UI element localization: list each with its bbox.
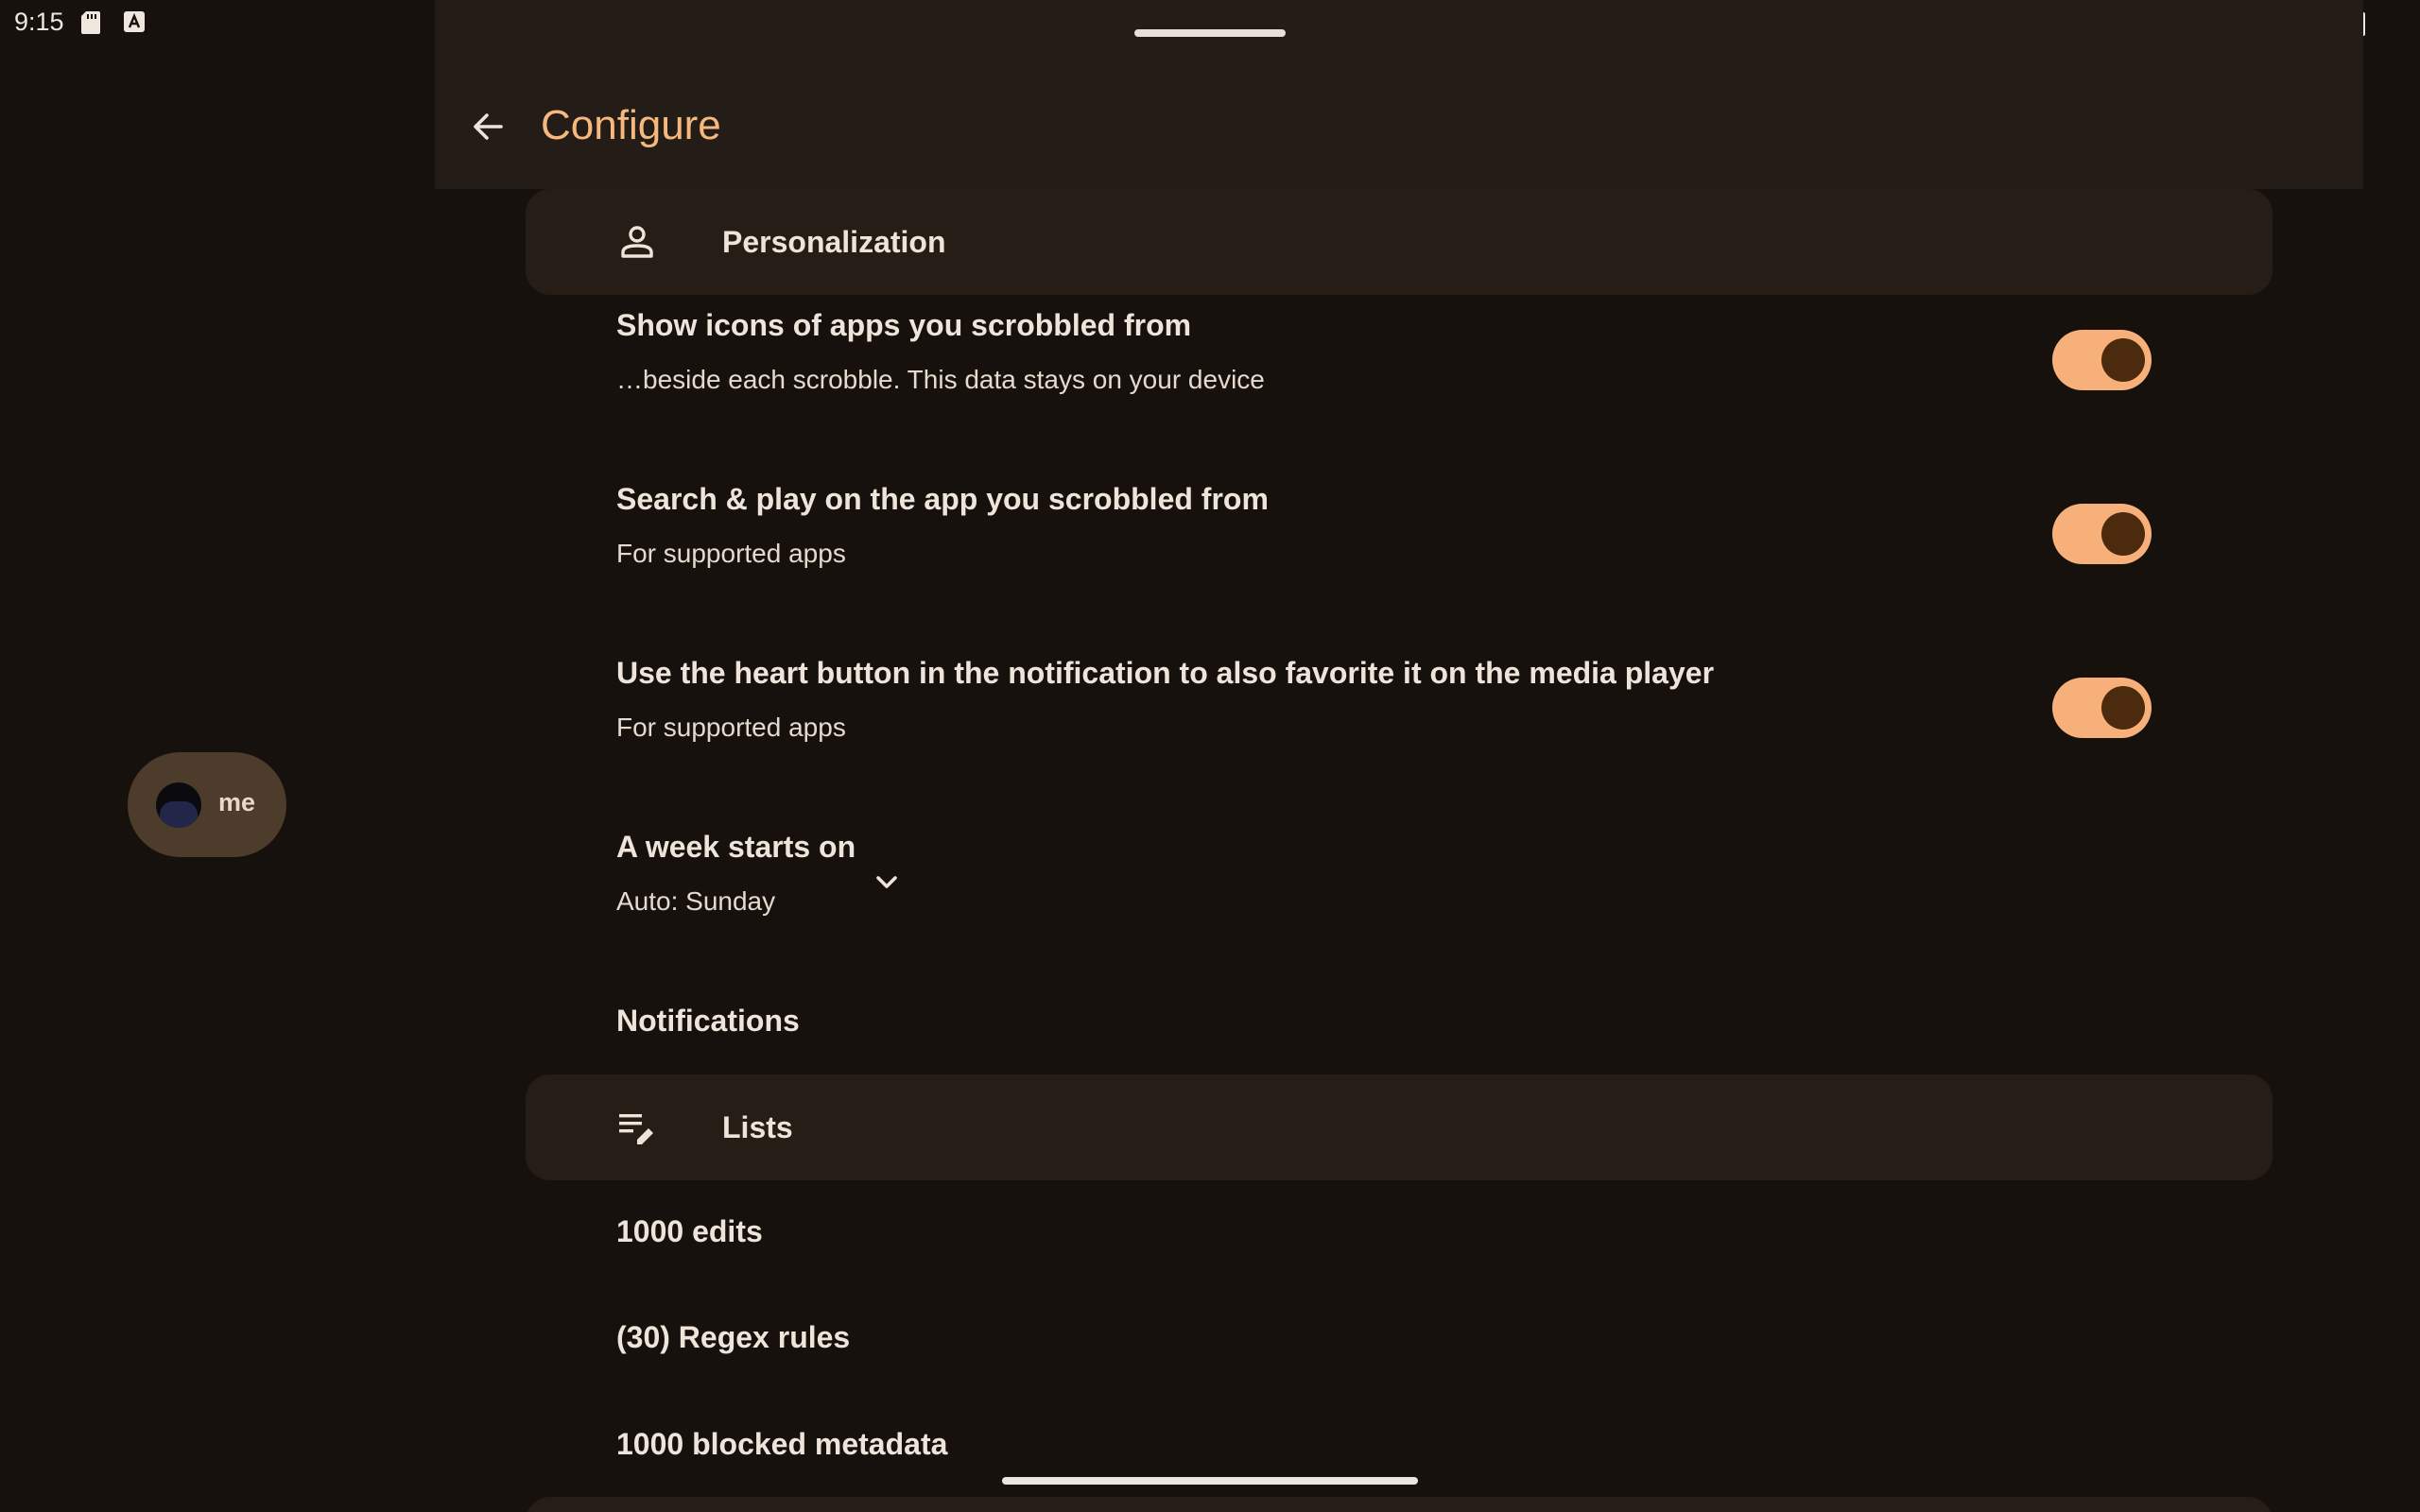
a-badge-icon: [124, 11, 145, 32]
sheet-header: [435, 0, 2363, 189]
pref-summary: For supported apps: [616, 713, 846, 742]
pref-notifications[interactable]: Notifications: [616, 1004, 800, 1038]
next-section-peek: [526, 1497, 2273, 1512]
sd-card-icon: [81, 11, 100, 34]
list-item-edits[interactable]: 1000 edits: [616, 1214, 763, 1248]
arrow-back-icon[interactable]: [463, 102, 512, 151]
section-label-personalization: Personalization: [722, 225, 946, 259]
toggle-switch[interactable]: [2052, 504, 2152, 564]
toggle-switch[interactable]: [2052, 330, 2152, 390]
person-icon: [616, 221, 658, 263]
section-lists[interactable]: [526, 1074, 2273, 1180]
toggle-switch[interactable]: [2052, 678, 2152, 738]
list-item-blocked-metadata[interactable]: 1000 blocked metadata: [616, 1427, 948, 1461]
chevron-down-icon[interactable]: [870, 866, 904, 900]
settings-list: [0, 189, 2420, 1512]
pref-summary: …beside each scrobble. This data stays on your device: [616, 365, 1265, 394]
pref-summary: For supported apps: [616, 539, 846, 568]
profile-label: me: [218, 788, 256, 816]
list-item-regex-rules[interactable]: (30) Regex rules: [616, 1320, 851, 1354]
drag-handle[interactable]: [1134, 29, 1286, 37]
pref-title: Search & play on the app you scrobbled from: [616, 482, 1269, 516]
gesture-nav-handle[interactable]: [1002, 1477, 1418, 1485]
pref-value: Auto: Sunday: [616, 886, 776, 916]
pref-title: Use the heart button in the notification to also favorite it on the media player: [616, 656, 1715, 690]
section-personalization[interactable]: [526, 189, 2273, 295]
pref-title: A week starts on: [616, 830, 856, 864]
status-time: 9:15: [14, 8, 64, 36]
pref-title: Show icons of apps you scrobbled from: [616, 308, 1192, 342]
section-label-lists: Lists: [722, 1110, 793, 1144]
page-title: Configure: [541, 102, 721, 148]
edit-list-icon: [616, 1107, 658, 1148]
